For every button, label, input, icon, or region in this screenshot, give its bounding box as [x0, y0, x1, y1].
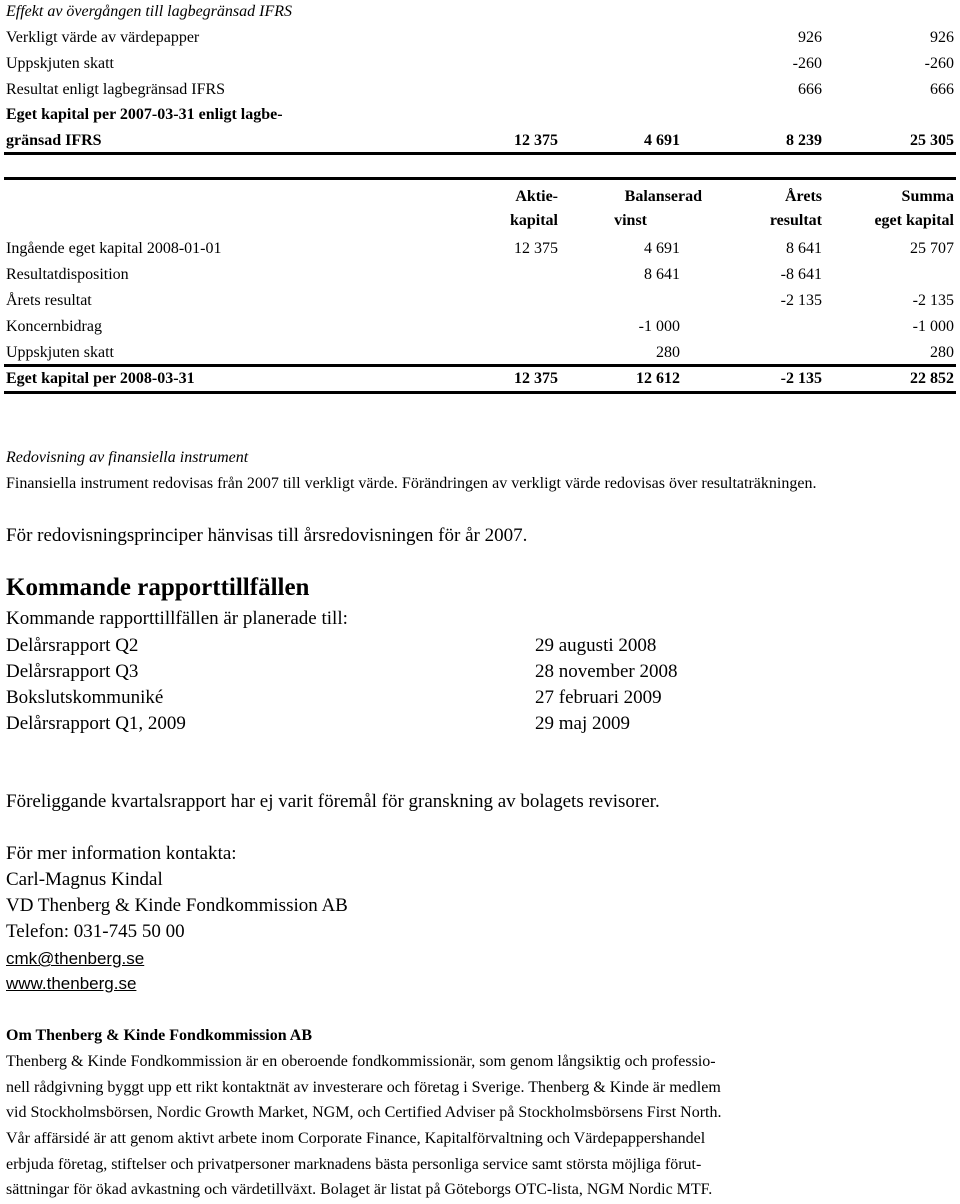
ifrs-total-value: 12 375: [514, 132, 558, 149]
ifrs-total-value: 4 691: [644, 132, 680, 149]
column-header: Årets: [784, 188, 822, 205]
ifrs-row-label: Resultat enligt lagbegränsad IFRS: [6, 81, 226, 98]
ifrs-row-value: 666: [798, 81, 822, 98]
report-name: Bokslutskommuniké: [6, 687, 164, 708]
report-name: Delårsrapport Q3: [6, 661, 139, 682]
ifrs-total-value: 8 239: [786, 132, 822, 149]
equity-row-value: 8 641: [786, 240, 822, 257]
equity-row-value: 4 691: [644, 240, 680, 257]
table-rule: [4, 177, 956, 180]
about-line: Vår affärsidé är att genom aktivt arbete inom Corporate Finance, Kapitalförvaltning och Värdepappershandel: [6, 1130, 706, 1147]
about-line: Thenberg & Kinde Fondkommission är en oberoende fondkommissionär, som genom långsiktig och professio-: [6, 1053, 716, 1070]
about-heading: Om Thenberg & Kinde Fondkommission AB: [6, 1027, 312, 1044]
equity-row-label: Resultatdisposition: [6, 266, 129, 283]
reporting-heading: Kommande rapporttillfällen: [6, 574, 310, 601]
column-header: Aktie-: [515, 188, 558, 205]
equity-row-value: -2 135: [780, 292, 822, 309]
column-header: vinst: [614, 212, 647, 229]
equity-row-label: Årets resultat: [6, 292, 92, 309]
ifrs-row-value: 666: [930, 81, 954, 98]
table-rule: [4, 152, 956, 155]
equity-row-value: 280: [930, 344, 954, 361]
review-note: Föreliggande kvartalsrapport har ej varit föremål för granskning av bolagets revisorer.: [6, 791, 660, 812]
contact-name: Carl-Magnus Kindal: [6, 869, 163, 890]
equity-row-label: Ingående eget kapital 2008-01-01: [6, 240, 222, 257]
principles-note: För redovisningsprinciper hänvisas till årsredovisningen för år 2007.: [6, 525, 528, 546]
column-header: Summa: [901, 188, 954, 205]
ifrs-row-value: 926: [930, 29, 954, 46]
ifrs-row-label: Verkligt värde av värdepapper: [6, 29, 200, 46]
equity-total-value: -2 135: [780, 370, 822, 387]
reporting-intro: Kommande rapporttillfällen är planerade till:: [6, 608, 348, 629]
website-link[interactable]: www.thenberg.se: [6, 974, 137, 993]
report-date: 28 november 2008: [535, 661, 678, 682]
report-name: Delårsrapport Q1, 2009: [6, 713, 186, 734]
ifrs-effect-heading: Effekt av övergången till lagbegränsad IFRS: [6, 3, 293, 20]
about-line: sättningar för ökad avkastning och värdetillväxt. Bolaget är listat på Göteborgs OTC-lista, NGM Nordic MTF.: [6, 1181, 713, 1198]
about-line: erbjuda företag, stiftelser och privatpersoner marknadens bästa personliga service samt största möjliga förut-: [6, 1156, 702, 1173]
ifrs-total-label: gränsad IFRS: [6, 132, 102, 149]
ifrs-total-value: 25 305: [910, 132, 954, 149]
equity-row-value: -2 135: [912, 292, 954, 309]
equity-row-value: 8 641: [644, 266, 680, 283]
equity-row-label: Koncernbidrag: [6, 318, 102, 335]
column-header: kapital: [509, 212, 558, 229]
equity-row-value: -8 641: [780, 266, 822, 283]
table-rule: [4, 364, 956, 367]
report-date: 29 maj 2009: [535, 713, 630, 734]
ifrs-row-value: -260: [924, 55, 954, 72]
equity-row-value: 25 707: [910, 240, 954, 257]
equity-row-value: 280: [656, 344, 680, 361]
column-header: eget kapital: [874, 212, 954, 229]
email-link[interactable]: cmk@thenberg.se: [6, 949, 145, 968]
contact-intro: För mer information kontakta:: [6, 843, 237, 864]
ifrs-total-label: Eget kapital per 2007-03-31 enligt lagbe-: [6, 106, 283, 123]
equity-row-label: Uppskjuten skatt: [6, 344, 114, 361]
equity-total-label: Eget kapital per 2008-03-31: [6, 370, 195, 387]
equity-total-value: 12 612: [636, 370, 680, 387]
report-date: 27 februari 2009: [535, 687, 662, 708]
report-date: 29 augusti 2008: [535, 635, 657, 656]
contact-role: VD Thenberg & Kinde Fondkommission AB: [6, 895, 348, 916]
equity-total-value: 12 375: [514, 370, 558, 387]
about-line: vid Stockholmsbörsen, Nordic Growth Market, NGM, och Certified Adviser på Stockholmsbörsens First North.: [6, 1104, 722, 1121]
table-rule: [4, 391, 956, 394]
instruments-text: Finansiella instrument redovisas från 2007 till verkligt värde. Förändringen av verkligt värde redovisas över resultaträkningen.: [6, 475, 817, 492]
about-line: nell rådgivning byggt upp ett rikt kontaktnät av investerare och företag i Sverige. Thenberg & Kinde är medlem: [6, 1079, 721, 1096]
equity-row-value: -1 000: [912, 318, 954, 335]
ifrs-row-value: 926: [798, 29, 822, 46]
contact-phone: Telefon: 031-745 50 00: [6, 921, 185, 942]
equity-row-value: -1 000: [638, 318, 680, 335]
column-header: Balanserad: [624, 188, 702, 205]
ifrs-row-value: -260: [792, 55, 822, 72]
instruments-heading: Redovisning av finansiella instrument: [6, 449, 249, 466]
column-header: resultat: [769, 212, 822, 229]
report-name: Delårsrapport Q2: [6, 635, 139, 656]
equity-row-value: 12 375: [514, 240, 558, 257]
ifrs-row-label: Uppskjuten skatt: [6, 55, 114, 72]
equity-total-value: 22 852: [910, 370, 954, 387]
